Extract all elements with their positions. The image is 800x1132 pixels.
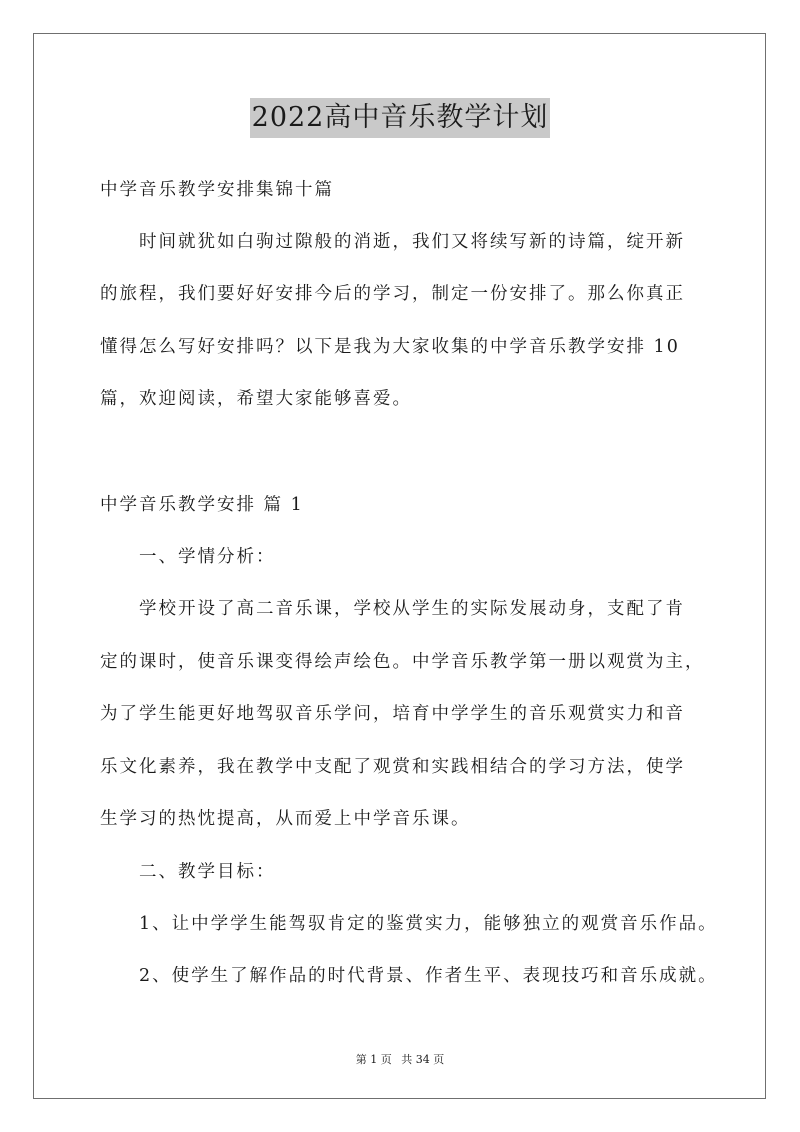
paragraph-line: 篇，欢迎阅读，希望大家能够喜爱。 (100, 389, 412, 409)
paragraph-line: 时间就犹如白驹过隙般的消逝，我们又将续写新的诗篇，绽开新 (100, 232, 685, 252)
list-item: 2、使学生了解作品的时代背景、作者生平、表现技巧和音乐成就。 (100, 966, 718, 986)
subtitle-line: 中学音乐教学安排集锦十篇 (100, 180, 334, 200)
paragraph-line: 生学习的热忱提高，从而爱上中学音乐课。 (100, 809, 471, 829)
page-number: 第 1 页 (355, 1053, 392, 1066)
section-heading: 中学音乐教学安排 篇 1 (100, 495, 304, 515)
paragraph-line: 乐文化素养，我在教学中支配了观赏和实践相结合的学习方法，使学 (100, 757, 685, 777)
subsection-heading: 一、学情分析： (100, 547, 276, 567)
list-item: 1、让中学学生能驾驭肯定的鉴赏实力，能够独立的观赏音乐作品。 (100, 914, 718, 934)
page-footer (0, 1051, 800, 1067)
paragraph-line: 学校开设了高二音乐课，学校从学生的实际发展动身，支配了肯 (100, 599, 685, 619)
paragraph-line: 为了学生能更好地驾驭音乐学问，培育中学学生的音乐观赏实力和音 (100, 704, 685, 724)
paragraph-line: 的旅程，我们要好好安排今后的学习，制定一份安排了。那么你真正 (100, 284, 685, 304)
paragraph-line: 懂得怎么写好安排吗？以下是我为大家收集的中学音乐教学安排 10 (100, 337, 680, 357)
subsection-heading: 二、教学目标： (100, 862, 276, 882)
title-container (0, 98, 800, 138)
document-title: 2022高中音乐教学计划 (250, 98, 551, 138)
page-total: 共 34 页 (401, 1053, 445, 1066)
paragraph-line: 定的课时，使音乐课变得绘声绘色。中学音乐教学第一册以观赏为主， (100, 652, 705, 672)
